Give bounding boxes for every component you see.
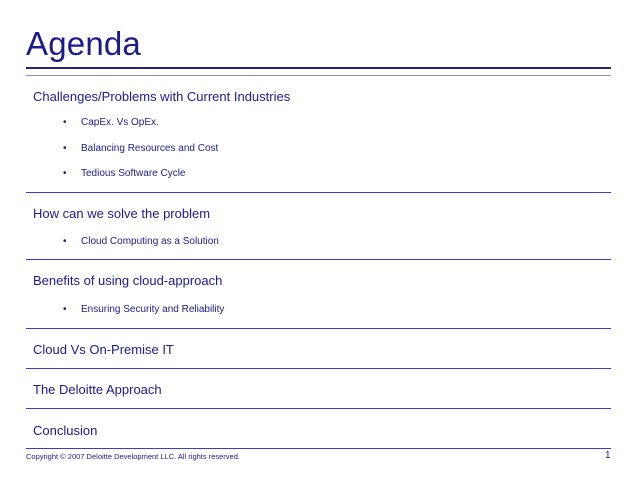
section-divider — [26, 192, 611, 193]
agenda-bullet — [63, 143, 218, 154]
bullet-dot: • — [63, 236, 67, 247]
agenda-section-solve: How can we solve the problem — [33, 206, 211, 221]
bullet-dot: • — [63, 143, 67, 154]
section-divider — [26, 328, 611, 329]
agenda-section-conclusion: Conclusion — [33, 423, 98, 438]
agenda-section-challenges: Challenges/Problems with Current Industries — [33, 89, 291, 104]
agenda-section-deloitte-approach: The Deloitte Approach — [33, 382, 162, 397]
bullet-text: Cloud Computing as a Solution — [81, 236, 219, 247]
agenda-bullet — [63, 304, 224, 315]
agenda-bullet — [63, 117, 159, 128]
agenda-section-cloud-vs-onprem: Cloud Vs On-Premise IT — [33, 342, 174, 357]
bullet-text: Balancing Resources and Cost — [81, 143, 219, 154]
bullet-text: CapEx. Vs OpEx. — [81, 117, 159, 128]
agenda-bullet — [63, 168, 186, 179]
section-divider — [26, 368, 611, 369]
bullet-dot: • — [63, 304, 67, 315]
section-divider — [26, 259, 611, 260]
section-divider — [26, 408, 611, 409]
title-rule-thick — [26, 67, 611, 69]
footer-divider — [26, 448, 611, 449]
agenda-section-benefits: Benefits of using cloud-approach — [33, 273, 223, 288]
bullet-text: Tedious Software Cycle — [81, 168, 186, 179]
agenda-bullet — [63, 236, 219, 247]
copyright-footer: Copyright © 2007 Deloitte Development LLC. All rights reserved. — [26, 452, 240, 461]
bullet-dot: • — [63, 117, 67, 128]
bullet-dot: • — [63, 168, 67, 179]
page-number: 1 — [605, 450, 611, 461]
slide-title: Agenda — [26, 25, 141, 62]
bullet-text: Ensuring Security and Reliability — [81, 304, 225, 315]
title-rule-thin — [26, 75, 611, 76]
